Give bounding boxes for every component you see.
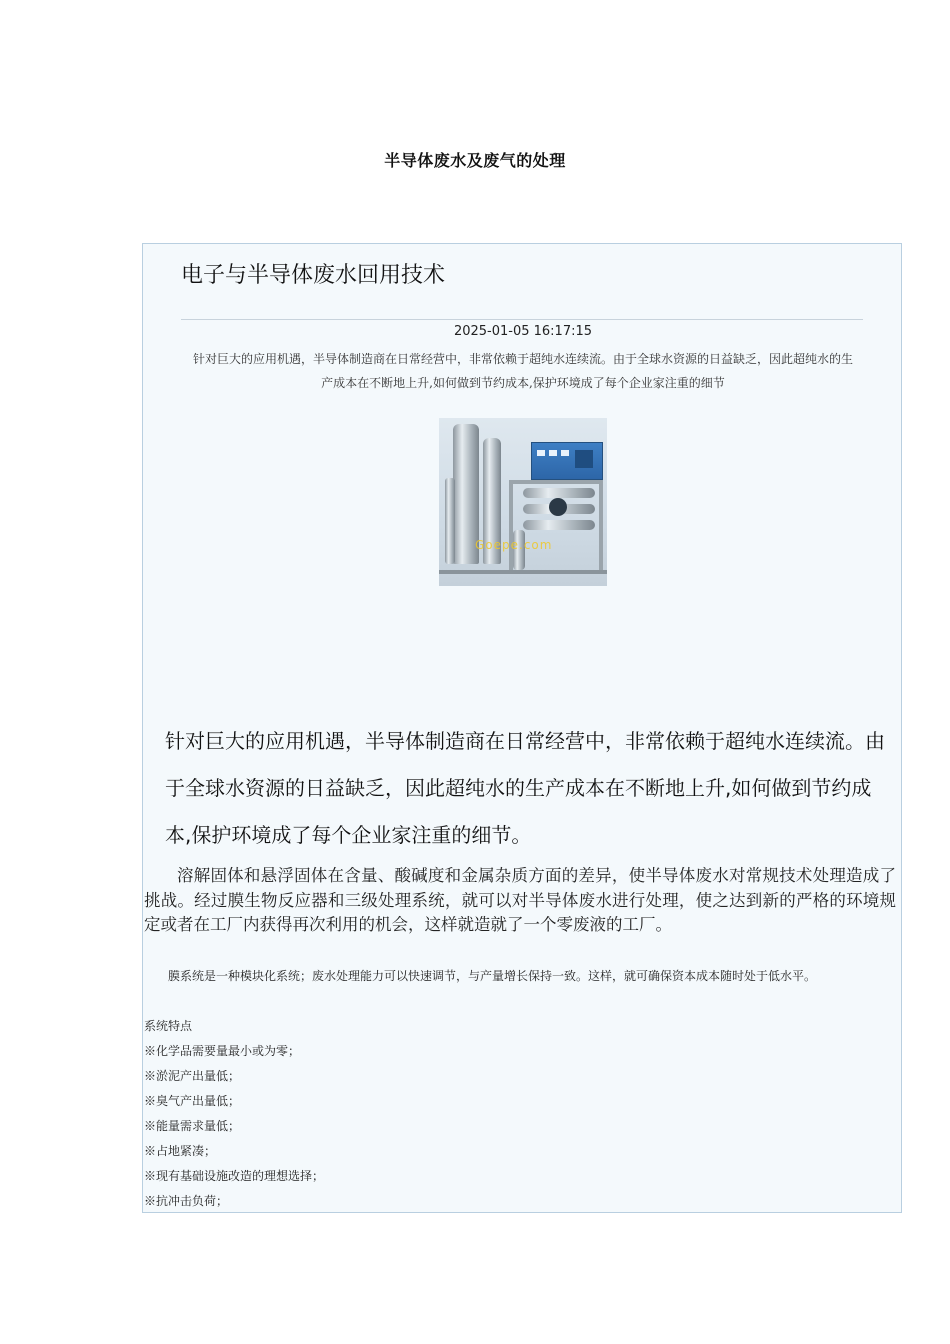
body-paragraph-membrane: 膜系统是一种模块化系统；废水处理能力可以快速调节，与产量增长保持一致。这样，就可确保资本成本随时处于低水平。: [168, 969, 817, 983]
article-panel: [142, 243, 902, 1213]
feature-item: ※占地紧凑；: [144, 1144, 217, 1158]
feature-item: ※能量需求量低；: [144, 1119, 241, 1133]
feature-item: ※淤泥产出量低；: [144, 1069, 241, 1083]
article-title: 电子与半导体废水回用技术: [181, 263, 446, 288]
image-watermark: Goepe.com: [475, 538, 553, 552]
document-title: 半导体废水及废气的处理: [384, 151, 566, 170]
features-heading: 系统特点: [144, 1019, 193, 1033]
lead-paragraph: 针对巨大的应用机遇，半导体制造商在日常经营中，非常依赖于超纯水连续流。由于全球水资源的日益缺乏，因此超纯水的生产成本在不断地上升,如何做到节约成本,保护环境成了每个企业家注重的细节。: [165, 729, 885, 847]
article-date: 2025-01-05 16:17:15: [453, 324, 593, 339]
feature-item: ※现有基础设施改造的理想选择；: [144, 1169, 325, 1183]
feature-item: ※臭气产出量低；: [144, 1094, 241, 1108]
feature-item: ※抗冲击负荷；: [144, 1194, 229, 1208]
water-treatment-equipment-photo: [439, 418, 607, 586]
feature-item: ※化学品需要量最小或为零；: [144, 1044, 301, 1058]
body-paragraph-treatment: 溶解固体和悬浮固体在含量、酸碱度和金属杂质方面的差异，使半导体废水对常规技术处理造成了挑战。经过膜生物反应器和三级处理系统，就可以对半导体废水进行处理，使之达到新的严格的环境规定或者在工厂内获得再次利用的机会，这样就造就了一个零废液的工厂。: [144, 866, 896, 934]
title-divider: [181, 319, 863, 320]
article-summary: 针对巨大的应用机遇，半导体制造商在日常经营中，非常依赖于超纯水连续流。由于全球水资源的日益缺乏，因此超纯水的生产成本在不断地上升,如何做到节约成本,保护环境成了每个企业家注重的细节: [192, 352, 853, 390]
